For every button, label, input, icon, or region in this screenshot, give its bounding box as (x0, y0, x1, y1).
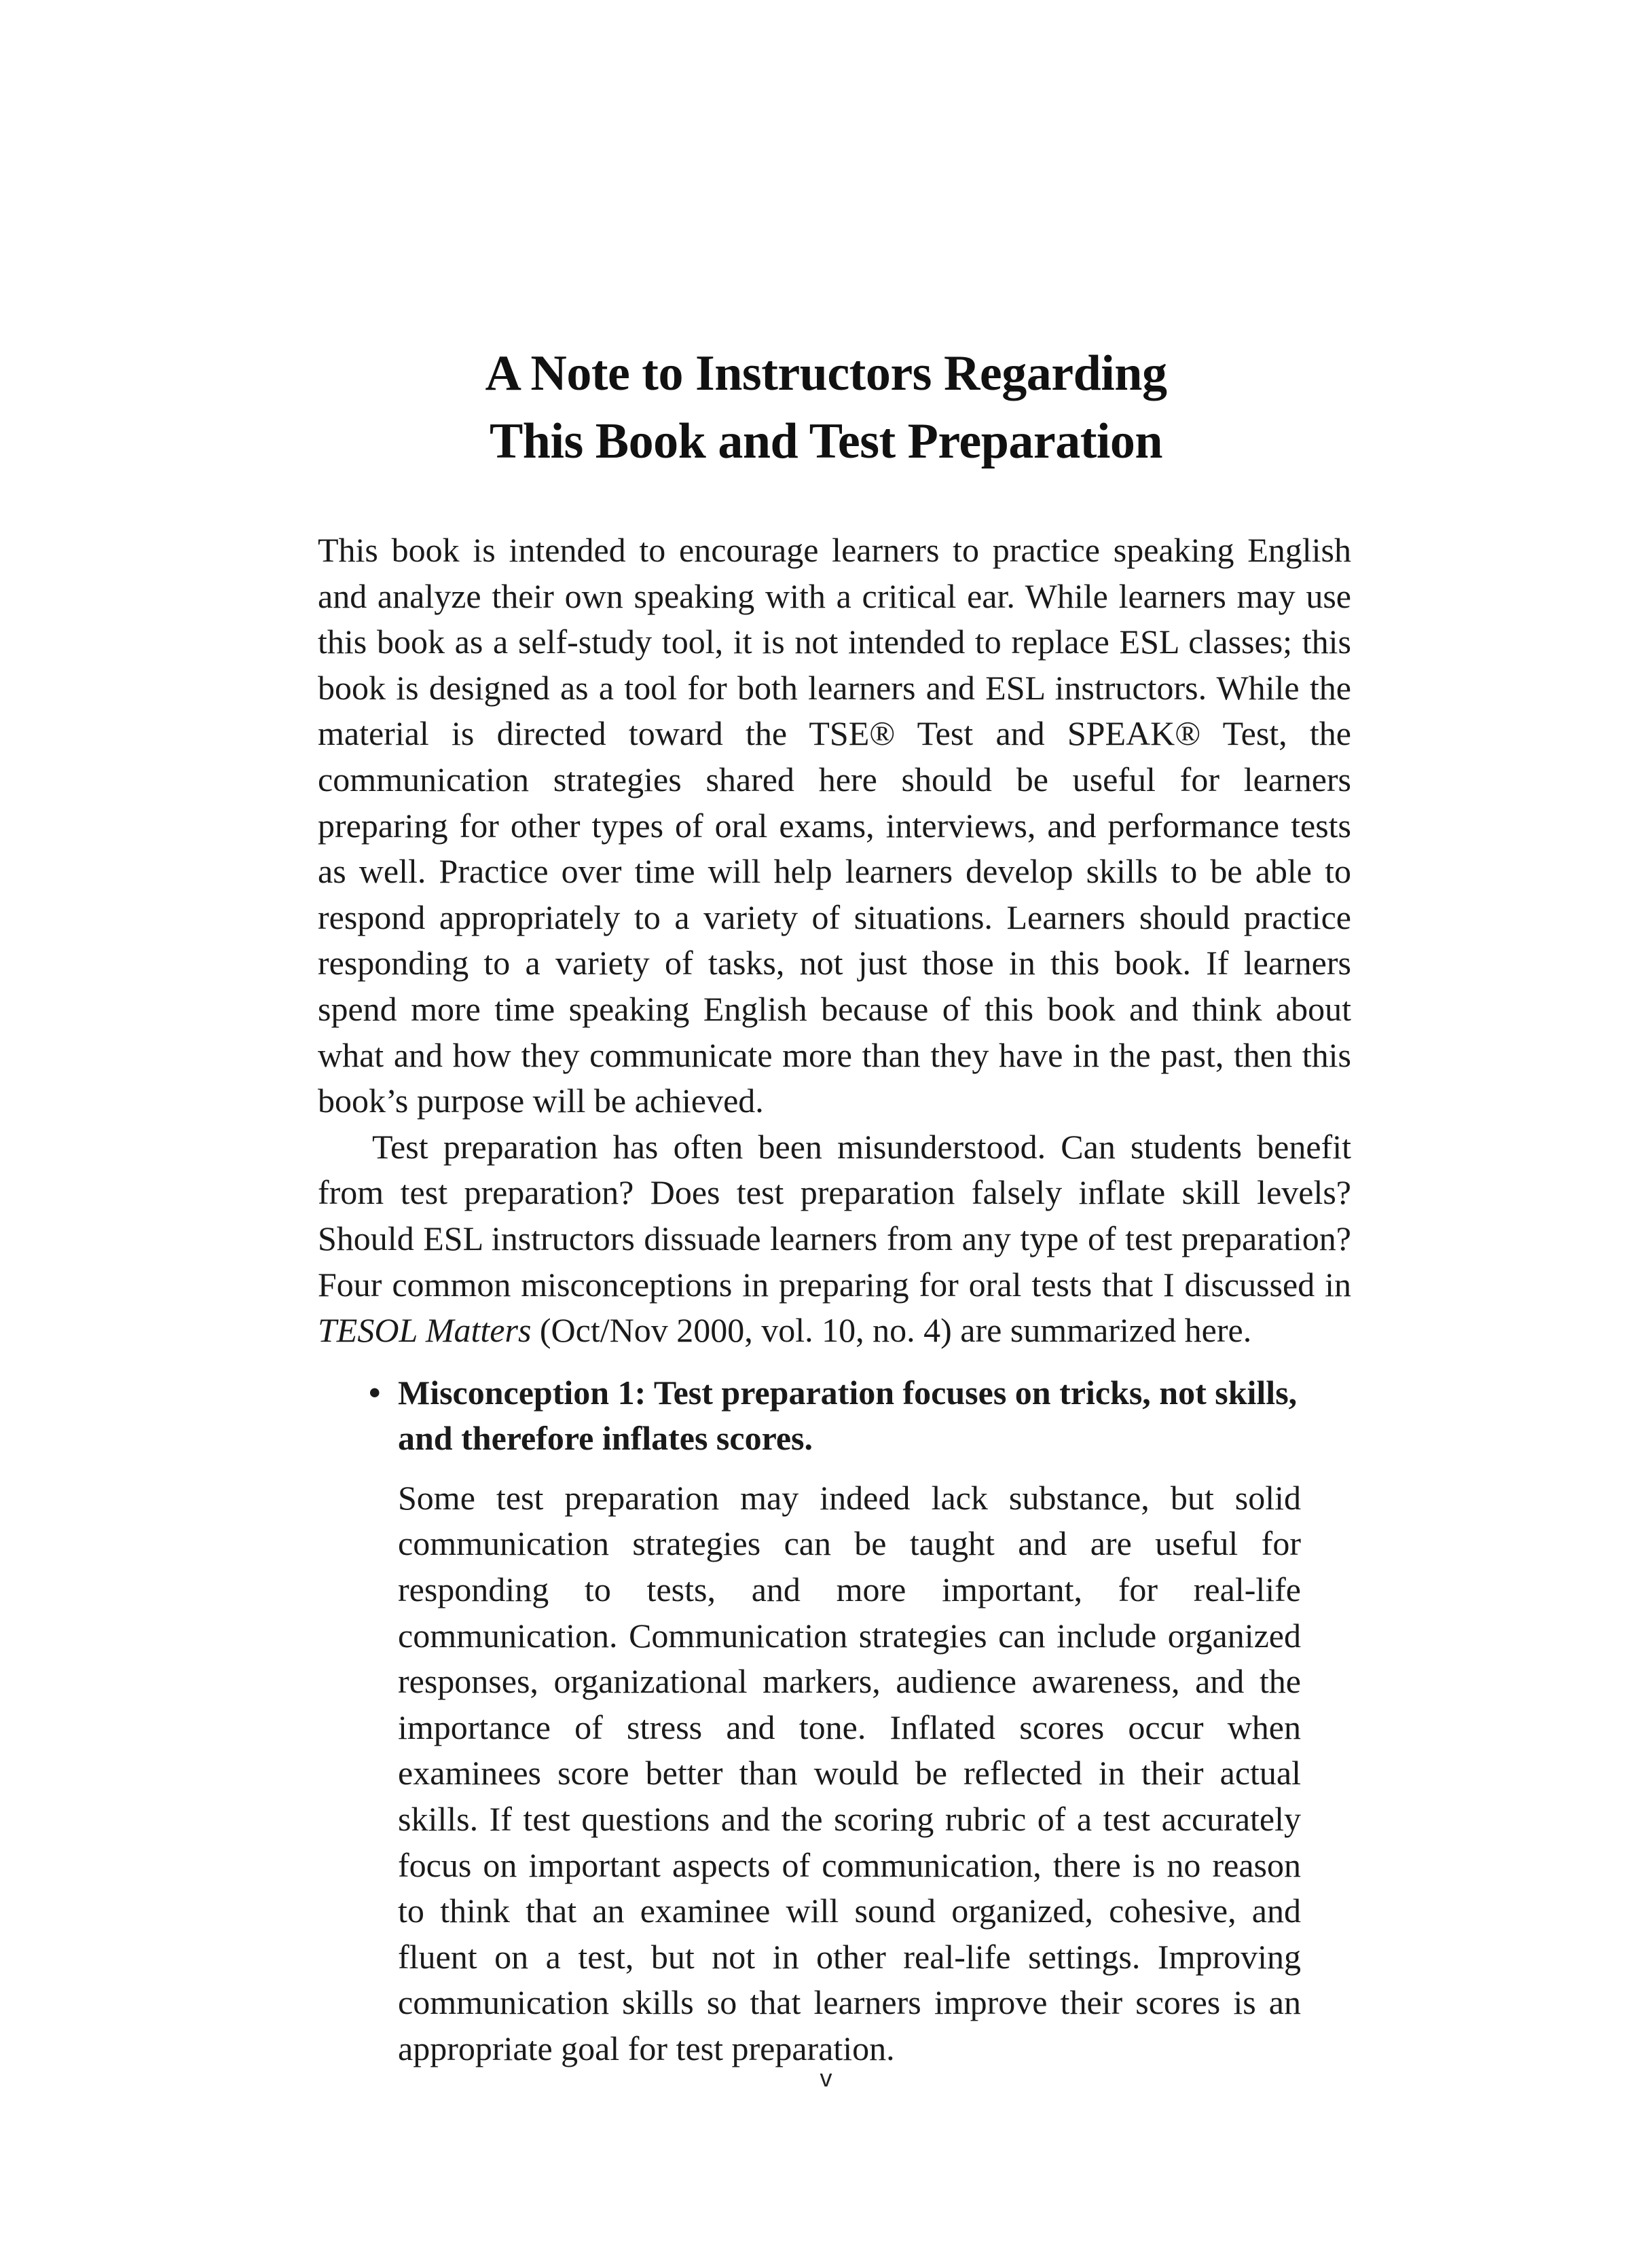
misconception-body: Some test preparation may indeed lack substance, but solid communication strategies can be taught and are useful for responding to tests, and more important, for real-life communication. Communication strategies can include organized responses, organizational markers, audience awareness, and the importance of stress and tone. Inflated scores occur when examinees score better than would be reflected in their actual skills. If test questions and the scoring rubric of a test accurately focus on important aspects of communication, there is no reason to think that an examinee will sound organized, cohesive, and fluent on a test, but not in other real-life settings. Improving communication skills so that learners improve their scores is an appropriate goal for test preparation. (398, 1478, 1301, 2067)
test-preparation-paragraph (318, 1124, 1351, 1354)
page-title-line-2: This Book and Test Preparation (489, 413, 1163, 469)
paragraph-text-before-citation: Test preparation has often been misunderstood. Can students benefit from test preparation? Does test preparation falsely inflate skill levels? Should ESL instructors dissuade learners from any type of test preparation? Four common misconceptions in preparing for oral tests that I discussed in (318, 1127, 1351, 1304)
page-title (0, 339, 1652, 475)
paragraph-text-after-citation: (Oct/Nov 2000, vol. 10, no. 4) are summarized here. (531, 1311, 1252, 1350)
body-text (318, 528, 1351, 2072)
journal-title-citation: TESOL Matters (318, 1311, 532, 1350)
misconception-heading: Misconception 1: Test preparation focuses on tricks, not skills, and therefore inflates scores. (398, 1373, 1298, 1458)
intro-paragraph: This book is intended to encourage learners to practice speaking English and analyze their own speaking with a critical ear. While learners may use this book as a self-study tool, it is not intended to replace ESL classes; this book is designed as a tool for both learners and ESL instructors. While the material is directed toward the TSE® Test and SPEAK® Test, the communication strategies shared here should be useful for learners preparing for other types of oral exams, interviews, and performance tests as well. Practice over time will help learners develop skills to be able to respond appropriately to a variety of situations. Learners should practice responding to a variety of tasks, not just those in this book. If learners spend more time speaking English because of this book and think about what and how they communicate more than they have in the past, then this book’s purpose will be achieved. (318, 531, 1351, 1120)
page-number: v (820, 2064, 832, 2092)
bullet-icon: • (369, 1373, 381, 1412)
list-item (369, 1370, 1351, 2072)
misconception-list (318, 1370, 1351, 2072)
page-title-line-1: A Note to Instructors Regarding (485, 345, 1167, 401)
